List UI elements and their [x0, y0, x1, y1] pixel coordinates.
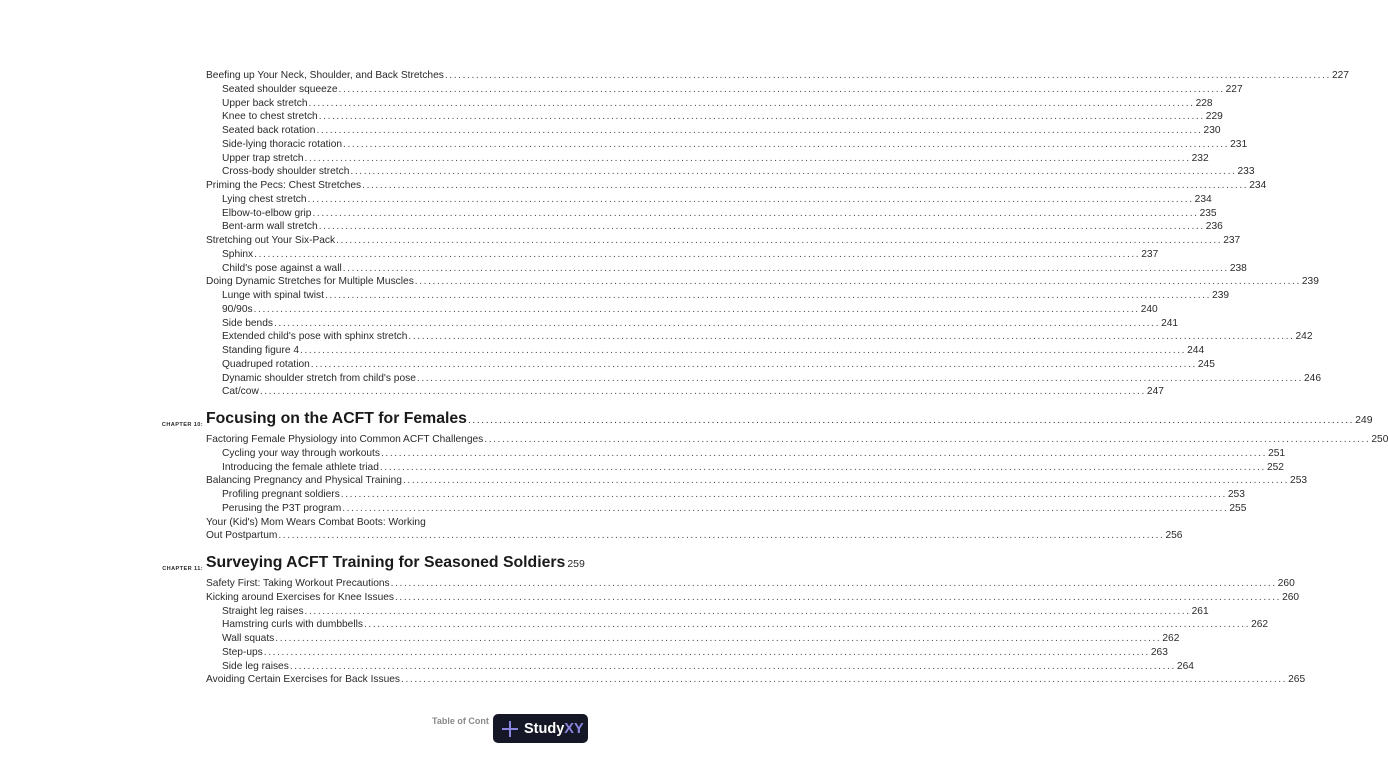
entry-title: Avoiding Certain Exercises for Back Issues — [206, 674, 401, 686]
toc-entry[interactable] — [206, 275, 1319, 289]
entry-page: 260 — [1282, 591, 1300, 603]
entry-page: 264 — [1176, 660, 1194, 672]
toc-entry[interactable] — [206, 317, 1179, 331]
entry-title: Child's pose against a wall — [222, 262, 342, 274]
toc-entry[interactable] — [206, 591, 1300, 605]
entry-title: Profiling pregnant soldiers — [222, 489, 340, 500]
dot-leader: ........................................................................................................................................................................................................ — [444, 70, 1331, 81]
toc-entry-line — [206, 516, 547, 530]
footer-running-title: Table of Cont — [432, 716, 489, 726]
toc-entry[interactable] — [206, 433, 1388, 447]
entry-page: 255 — [1229, 502, 1247, 514]
entry-page: 231 — [1230, 138, 1248, 150]
entry-title: Safety First: Taking Workout Precautions — [206, 578, 390, 589]
entry-title: Wall squats — [222, 633, 275, 644]
studyxy-badge[interactable] — [493, 714, 588, 743]
dot-leader: ........................................................................................................................................................................................................ — [336, 235, 1223, 246]
dot-leader: ........................................................................................................................................................................................................ — [380, 447, 1268, 459]
entry-page: 228 — [1195, 97, 1213, 109]
toc-entry[interactable] — [206, 358, 1215, 372]
entry-title: Cycling your way through workouts — [222, 447, 380, 459]
toc-entry[interactable] — [206, 660, 1194, 674]
entry-title: Step-ups — [222, 646, 263, 658]
dot-leader: ........................................................................................................................................................................................................ — [310, 358, 1197, 370]
chapter-title: Surveying ACFT Training for Seasoned Soldiers — [206, 554, 566, 571]
entry-title: Doing Dynamic Stretches for Multiple Muscles — [206, 276, 414, 288]
dot-leader: ........................................................................................................................................................................................................ — [467, 415, 1355, 426]
dot-leader: ........................................................................................................................................................................................................ — [300, 345, 1187, 356]
dot-leader: ........................................................................................................................................................................................................ — [304, 152, 1191, 164]
entry-page: 239 — [1212, 290, 1230, 301]
dot-leader: ........................................................................................................................................................................................................ — [312, 207, 1199, 219]
entry-page: 263 — [1150, 646, 1168, 658]
entry-page: 250 — [1371, 434, 1388, 445]
toc-entry[interactable] — [206, 303, 1158, 317]
toc-entry[interactable] — [206, 138, 1248, 152]
entry-page: 227 — [1331, 70, 1349, 81]
toc-entry[interactable] — [206, 488, 1245, 502]
entry-title: Perusing the P3T program — [222, 502, 342, 514]
toc-entry[interactable] — [206, 165, 1255, 179]
entry-page: 261 — [1191, 605, 1209, 617]
entry-title: Cat/cow — [222, 386, 259, 398]
table-of-contents — [161, 69, 1388, 687]
dot-leader: ........................................................................................................................................................................................................ — [390, 578, 1277, 589]
dot-leader: ........................................................................................................................................................................................................ — [316, 125, 1203, 136]
dot-leader: ........................................................................................................................................................................................................ — [402, 475, 1290, 487]
entry-page: 230 — [1203, 125, 1221, 136]
dot-leader: ........................................................................................................................................................................................................ — [338, 83, 1225, 95]
dot-leader: ........................................................................................................................................................................................................ — [259, 386, 1146, 398]
entry-page: 241 — [1161, 317, 1179, 329]
entry-page: 238 — [1229, 262, 1247, 274]
dot-leader: ........................................................................................................................................................................................................ — [342, 502, 1229, 514]
entry-title: Straight leg raises — [222, 605, 304, 617]
toc-entry[interactable] — [206, 234, 1241, 248]
entry-page: 246 — [1303, 372, 1321, 384]
entry-title: Quadruped rotation — [222, 358, 310, 370]
entry-page: 252 — [1266, 461, 1284, 473]
toc-entry[interactable] — [206, 673, 1306, 687]
entry-title: Seated shoulder squeeze — [222, 83, 338, 95]
badge-brand: Study — [524, 720, 565, 737]
chapter-page: 259 — [567, 558, 585, 570]
toc-entry[interactable] — [206, 618, 1269, 632]
entry-title: Side leg raises — [222, 660, 289, 672]
dot-leader: ........................................................................................................................................................................................................ — [342, 262, 1229, 274]
entry-title: Balancing Pregnancy and Physical Training — [206, 475, 402, 487]
entry-title: 90/90s — [222, 303, 253, 315]
entry-title: Priming the Pecs: Chest Stretches — [206, 180, 362, 191]
entry-title: Beefing up Your Neck, Shoulder, and Back Stretches — [206, 70, 444, 81]
badge-brand-accent: XY — [564, 720, 584, 737]
toc-entry[interactable] — [206, 193, 1212, 207]
dot-leader: ........................................................................................................................................................................................................ — [253, 303, 1140, 315]
entry-page: 245 — [1197, 358, 1215, 370]
dot-leader: ........................................................................................................................................................................................................ — [307, 193, 1194, 205]
dot-leader: ........................................................................................................................................................................................................ — [414, 276, 1301, 288]
toc-entry[interactable] — [206, 69, 1349, 83]
entry-page: 253 — [1227, 489, 1245, 500]
toc-entry[interactable] — [206, 632, 1180, 646]
entry-title: Stretching out Your Six-Pack — [206, 235, 336, 246]
dot-leader: ........................................................................................................................................................................................................ — [343, 138, 1230, 150]
entry-page: 244 — [1187, 345, 1205, 356]
entry-page: 253 — [1290, 475, 1308, 487]
entry-title: Upper trap stretch — [222, 152, 304, 164]
entry-title: Factoring Female Physiology into Common ACFT Challenges — [206, 434, 484, 445]
toc-entry[interactable] — [206, 97, 1213, 111]
dot-leader: ........................................................................................................................................................................................................ — [273, 317, 1161, 329]
toc-entry[interactable] — [206, 577, 1295, 591]
entry-page: 242 — [1295, 331, 1313, 343]
entry-page: 256 — [1165, 530, 1183, 542]
entry-page: 237 — [1141, 248, 1159, 260]
dot-leader: ........................................................................................................................................................................................................ — [318, 111, 1205, 123]
dot-leader: ........................................................................................................................................................................................................ — [401, 674, 1288, 686]
dot-leader: ........................................................................................................................................................................................................ — [395, 591, 1282, 603]
entry-title: Extended child's pose with sphinx stretch — [222, 331, 408, 343]
dot-leader: ........................................................................................................................................................................................................ — [308, 97, 1195, 109]
toc-entry[interactable] — [206, 461, 1284, 475]
entry-page: 227 — [1225, 83, 1243, 95]
entry-title: Cross-body shoulder stretch — [222, 166, 350, 178]
dot-leader: ........................................................................................................................................................................................................ — [340, 489, 1227, 500]
toc-entry[interactable] — [206, 179, 1267, 193]
chapter-heading[interactable] — [162, 554, 585, 576]
entry-page: 232 — [1191, 152, 1209, 164]
entry-title: Kicking around Exercises for Knee Issues — [206, 591, 394, 603]
entry-title: Seated back rotation — [222, 125, 316, 136]
chapter-title: Focusing on the ACFT for Females — [206, 410, 467, 427]
dot-leader: ........................................................................................................................................................................................................ — [254, 248, 1141, 260]
toc-entry[interactable] — [206, 385, 1164, 399]
dot-leader: ........................................................................................................................................................................................................ — [304, 605, 1191, 617]
entry-title: Standing figure 4 — [222, 345, 300, 356]
toc-entry[interactable] — [206, 372, 1321, 386]
entry-title: Hamstring curls with dumbbells — [222, 619, 363, 631]
toc-entry[interactable] — [206, 502, 1247, 516]
dot-leader: ........................................................................................................................................................................................................ — [263, 646, 1150, 658]
chapter-heading[interactable] — [161, 410, 1373, 432]
toc-entry[interactable] — [206, 152, 1209, 166]
entry-title: Sphinx — [222, 248, 254, 260]
dot-leader: ........................................................................................................................................................................................................ — [416, 372, 1303, 384]
plus-icon — [501, 720, 519, 738]
entry-page: 262 — [1162, 633, 1180, 644]
entry-page: 262 — [1251, 619, 1269, 631]
dot-leader: ........................................................................................................................................................................................................ — [278, 530, 1165, 542]
entry-title: Lying chest stretch — [222, 193, 307, 205]
chapter-page: 249 — [1355, 414, 1373, 426]
entry-page: 247 — [1146, 386, 1164, 398]
dot-leader: ........................................................................................................................................................................................................ — [275, 633, 1162, 644]
toc-entry[interactable] — [206, 248, 1159, 262]
entry-page: 235 — [1199, 207, 1217, 219]
toc-entry[interactable] — [206, 516, 1183, 544]
toc-entry[interactable] — [206, 207, 1217, 221]
chapter-label: CHAPTER 11: — [162, 566, 203, 572]
entry-title: Your (Kid's) Mom Wears Combat Boots: Working — [206, 516, 426, 528]
entry-page: 234 — [1194, 193, 1212, 205]
dot-leader: ........................................................................................................................................................................................................ — [363, 619, 1251, 631]
entry-title: Side bends — [222, 317, 273, 329]
dot-leader: ........................................................................................................................................................................................................ — [350, 166, 1237, 178]
entry-title: Lunge with spinal twist — [222, 290, 324, 301]
dot-leader: ........................................................................................................................................................................................................ — [318, 221, 1205, 233]
entry-page: 239 — [1301, 276, 1319, 288]
toc-entry[interactable] — [206, 646, 1168, 660]
entry-title: Bent-arm wall stretch — [222, 221, 318, 233]
entry-page: 240 — [1140, 303, 1158, 315]
dot-leader: ........................................................................................................................................................................................................ — [408, 331, 1295, 343]
toc-entry[interactable] — [206, 605, 1209, 619]
entry-title: Elbow-to-elbow grip — [222, 207, 312, 219]
entry-page: 251 — [1268, 447, 1286, 459]
entry-title: Introducing the female athlete triad — [222, 461, 379, 473]
toc-entry[interactable] — [206, 83, 1243, 97]
dot-leader: ........................................................................................................................................................................................................ — [324, 290, 1212, 301]
toc-entry[interactable] — [206, 330, 1313, 344]
dot-leader: ........................................................................................................................................................................................................ — [484, 434, 1371, 445]
entry-title-continued: Out Postpartum — [206, 530, 278, 542]
toc-entry[interactable] — [206, 289, 1230, 303]
toc-entry[interactable] — [206, 110, 1223, 124]
entry-page: 236 — [1205, 221, 1223, 233]
dot-leader: ........................................................................................................................................................................................................ — [289, 660, 1176, 672]
entry-page: 260 — [1277, 578, 1295, 589]
entry-page: 237 — [1223, 235, 1241, 246]
toc-entry[interactable] — [206, 474, 1308, 488]
toc-entry-line — [206, 529, 1183, 543]
toc-entry[interactable] — [206, 262, 1247, 276]
entry-page: 229 — [1205, 111, 1223, 123]
entry-title: Upper back stretch — [222, 97, 308, 109]
toc-entry[interactable] — [206, 220, 1223, 234]
entry-title: Knee to chest stretch — [222, 111, 318, 123]
toc-entry[interactable] — [206, 344, 1205, 358]
dot-leader: ........................................................................................................................................................................................................ — [379, 461, 1266, 473]
toc-entry[interactable] — [206, 124, 1221, 138]
dot-leader: ........................................................................................................................................................................................................ — [362, 180, 1249, 191]
chapter-label: CHAPTER 10: — [161, 422, 203, 428]
entry-title: Dynamic shoulder stretch from child's pose — [222, 372, 416, 384]
entry-title: Side-lying thoracic rotation — [222, 138, 343, 150]
toc-entry[interactable] — [206, 447, 1286, 461]
entry-page: 234 — [1249, 180, 1267, 191]
entry-page: 233 — [1237, 166, 1255, 178]
entry-page: 265 — [1288, 674, 1306, 686]
